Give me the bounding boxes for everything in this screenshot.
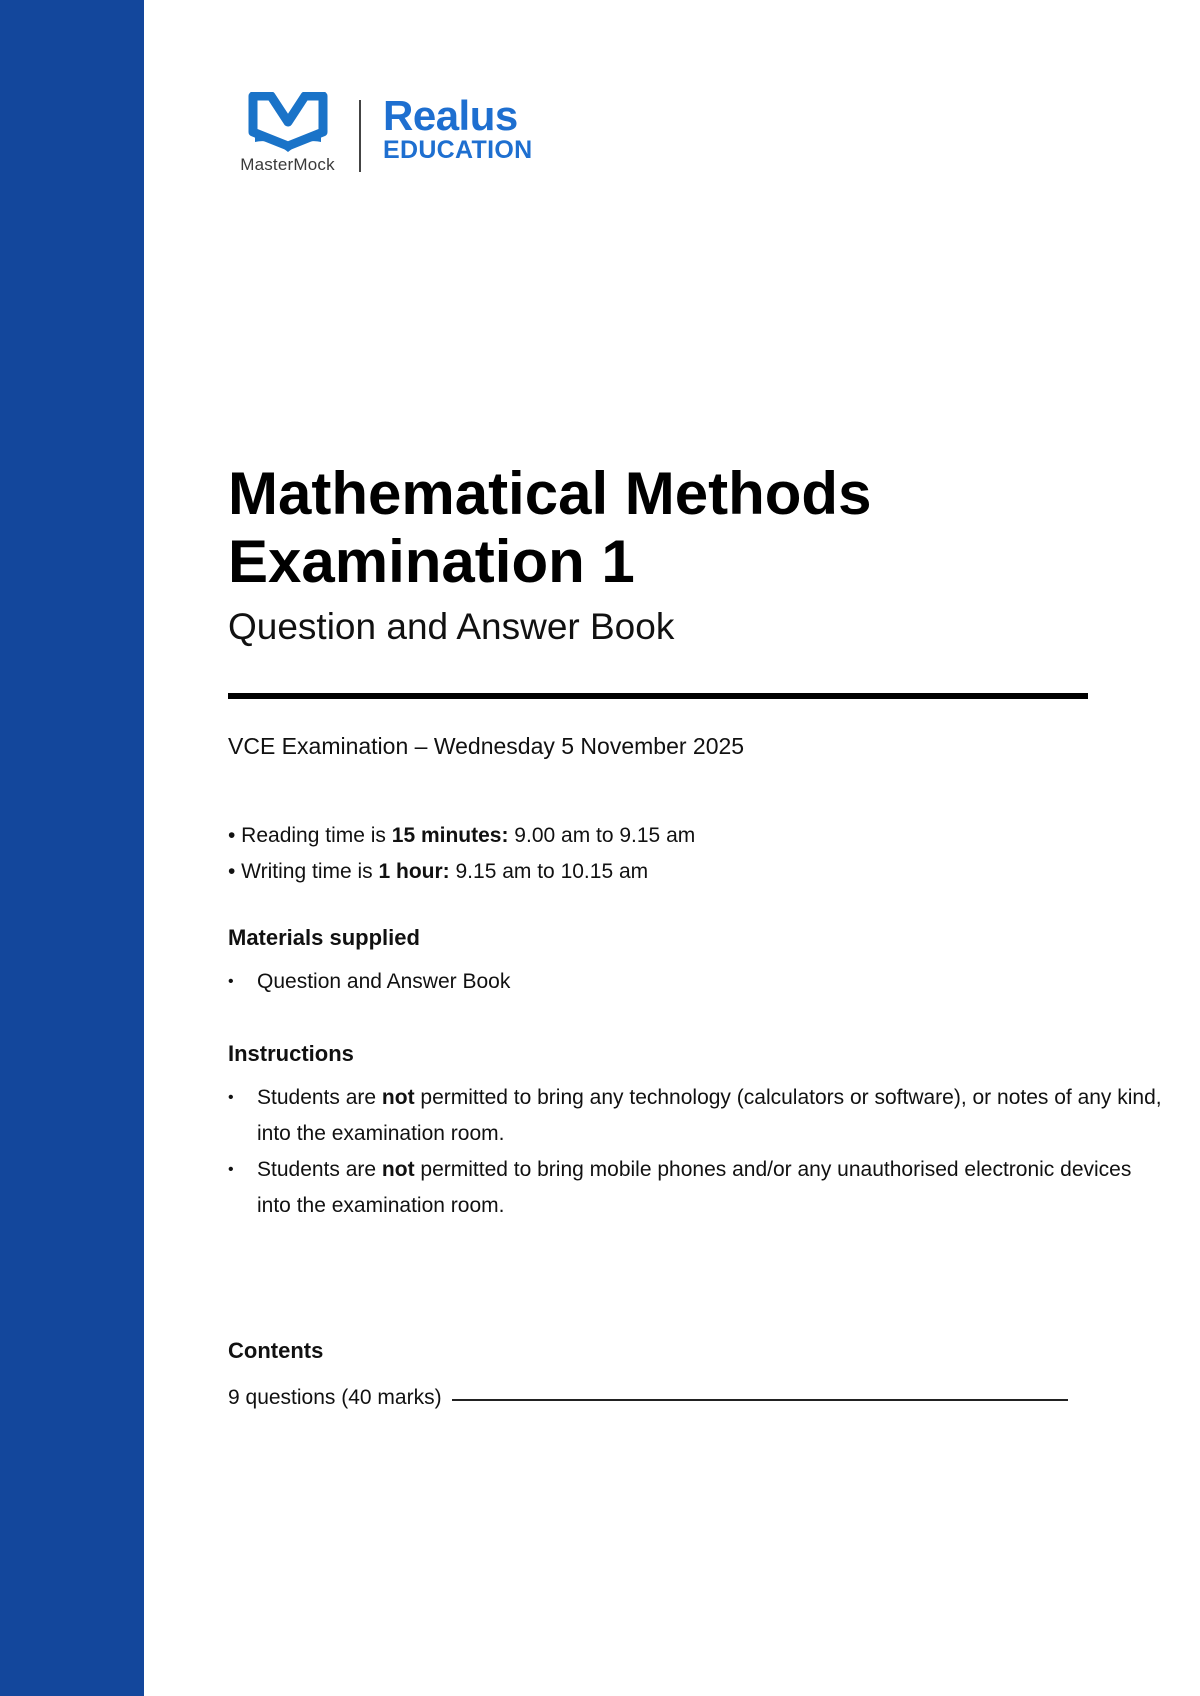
writing-time-duration: 1 hour: (378, 860, 450, 883)
realus-logo (383, 92, 533, 164)
title-line-1: Mathematical Methods (228, 460, 872, 527)
reading-time-duration: 15 minutes: (391, 824, 509, 847)
instruction-emphasis: not (381, 1086, 415, 1109)
instructions-list (228, 1080, 1168, 1224)
materials-heading: Materials supplied (228, 925, 420, 950)
materials-list (228, 964, 1168, 1000)
title-line-2: Examination 1 (228, 528, 635, 595)
instruction-prefix: Students are (257, 1158, 382, 1181)
writing-time-prefix: • Writing time is (228, 860, 379, 883)
mastermock-logo (230, 92, 345, 175)
reading-time (228, 818, 695, 854)
writing-time-range: 9.15 am to 10.15 am (449, 860, 649, 883)
instruction-text (257, 1080, 1168, 1152)
realus-wordmark: Realus (383, 92, 518, 139)
reading-time-prefix: • Reading time is (228, 824, 392, 847)
realus-education-wordmark: EDUCATION (383, 136, 533, 164)
logo-header (230, 92, 532, 175)
mastermock-wordmark: MasterMock (240, 155, 335, 174)
material-item-text: Question and Answer Book (257, 970, 511, 993)
book-subtitle: Question and Answer Book (228, 606, 675, 647)
exam-date: VCE Examination – Wednesday 5 November 2025 (228, 733, 745, 759)
instruction-prefix: Students are (257, 1086, 382, 1109)
instruction-suffix: permitted to bring any technology (calculators or software), or notes of any kind, into the examination room. (257, 1086, 1162, 1145)
time-list (228, 818, 695, 890)
list-item (228, 1152, 1168, 1224)
writing-time (228, 854, 695, 890)
title-block (228, 460, 871, 648)
list-item (228, 964, 1168, 1000)
contents-summary (228, 1384, 1068, 1412)
list-item (228, 1080, 1168, 1152)
bullet: • (228, 1161, 234, 1178)
instruction-text (257, 1152, 1168, 1224)
contents-heading: Contents (228, 1338, 324, 1363)
bullet: • (228, 973, 234, 990)
mastermock-book-icon (247, 92, 329, 154)
title-divider-rule (228, 693, 1088, 699)
bullet: • (228, 1089, 234, 1106)
instruction-emphasis: not (381, 1158, 415, 1181)
side-color-bar (0, 0, 144, 1696)
contents-summary-text: 9 questions (40 marks) (228, 1386, 442, 1409)
contents-leader-line (452, 1399, 1068, 1401)
instruction-suffix: permitted to bring mobile phones and/or any unauthorised electronic devices into the examination room. (257, 1158, 1132, 1217)
reading-time-range: 9.00 am to 9.15 am (508, 824, 696, 847)
instructions-heading: Instructions (228, 1041, 354, 1066)
logo-divider (359, 100, 361, 172)
